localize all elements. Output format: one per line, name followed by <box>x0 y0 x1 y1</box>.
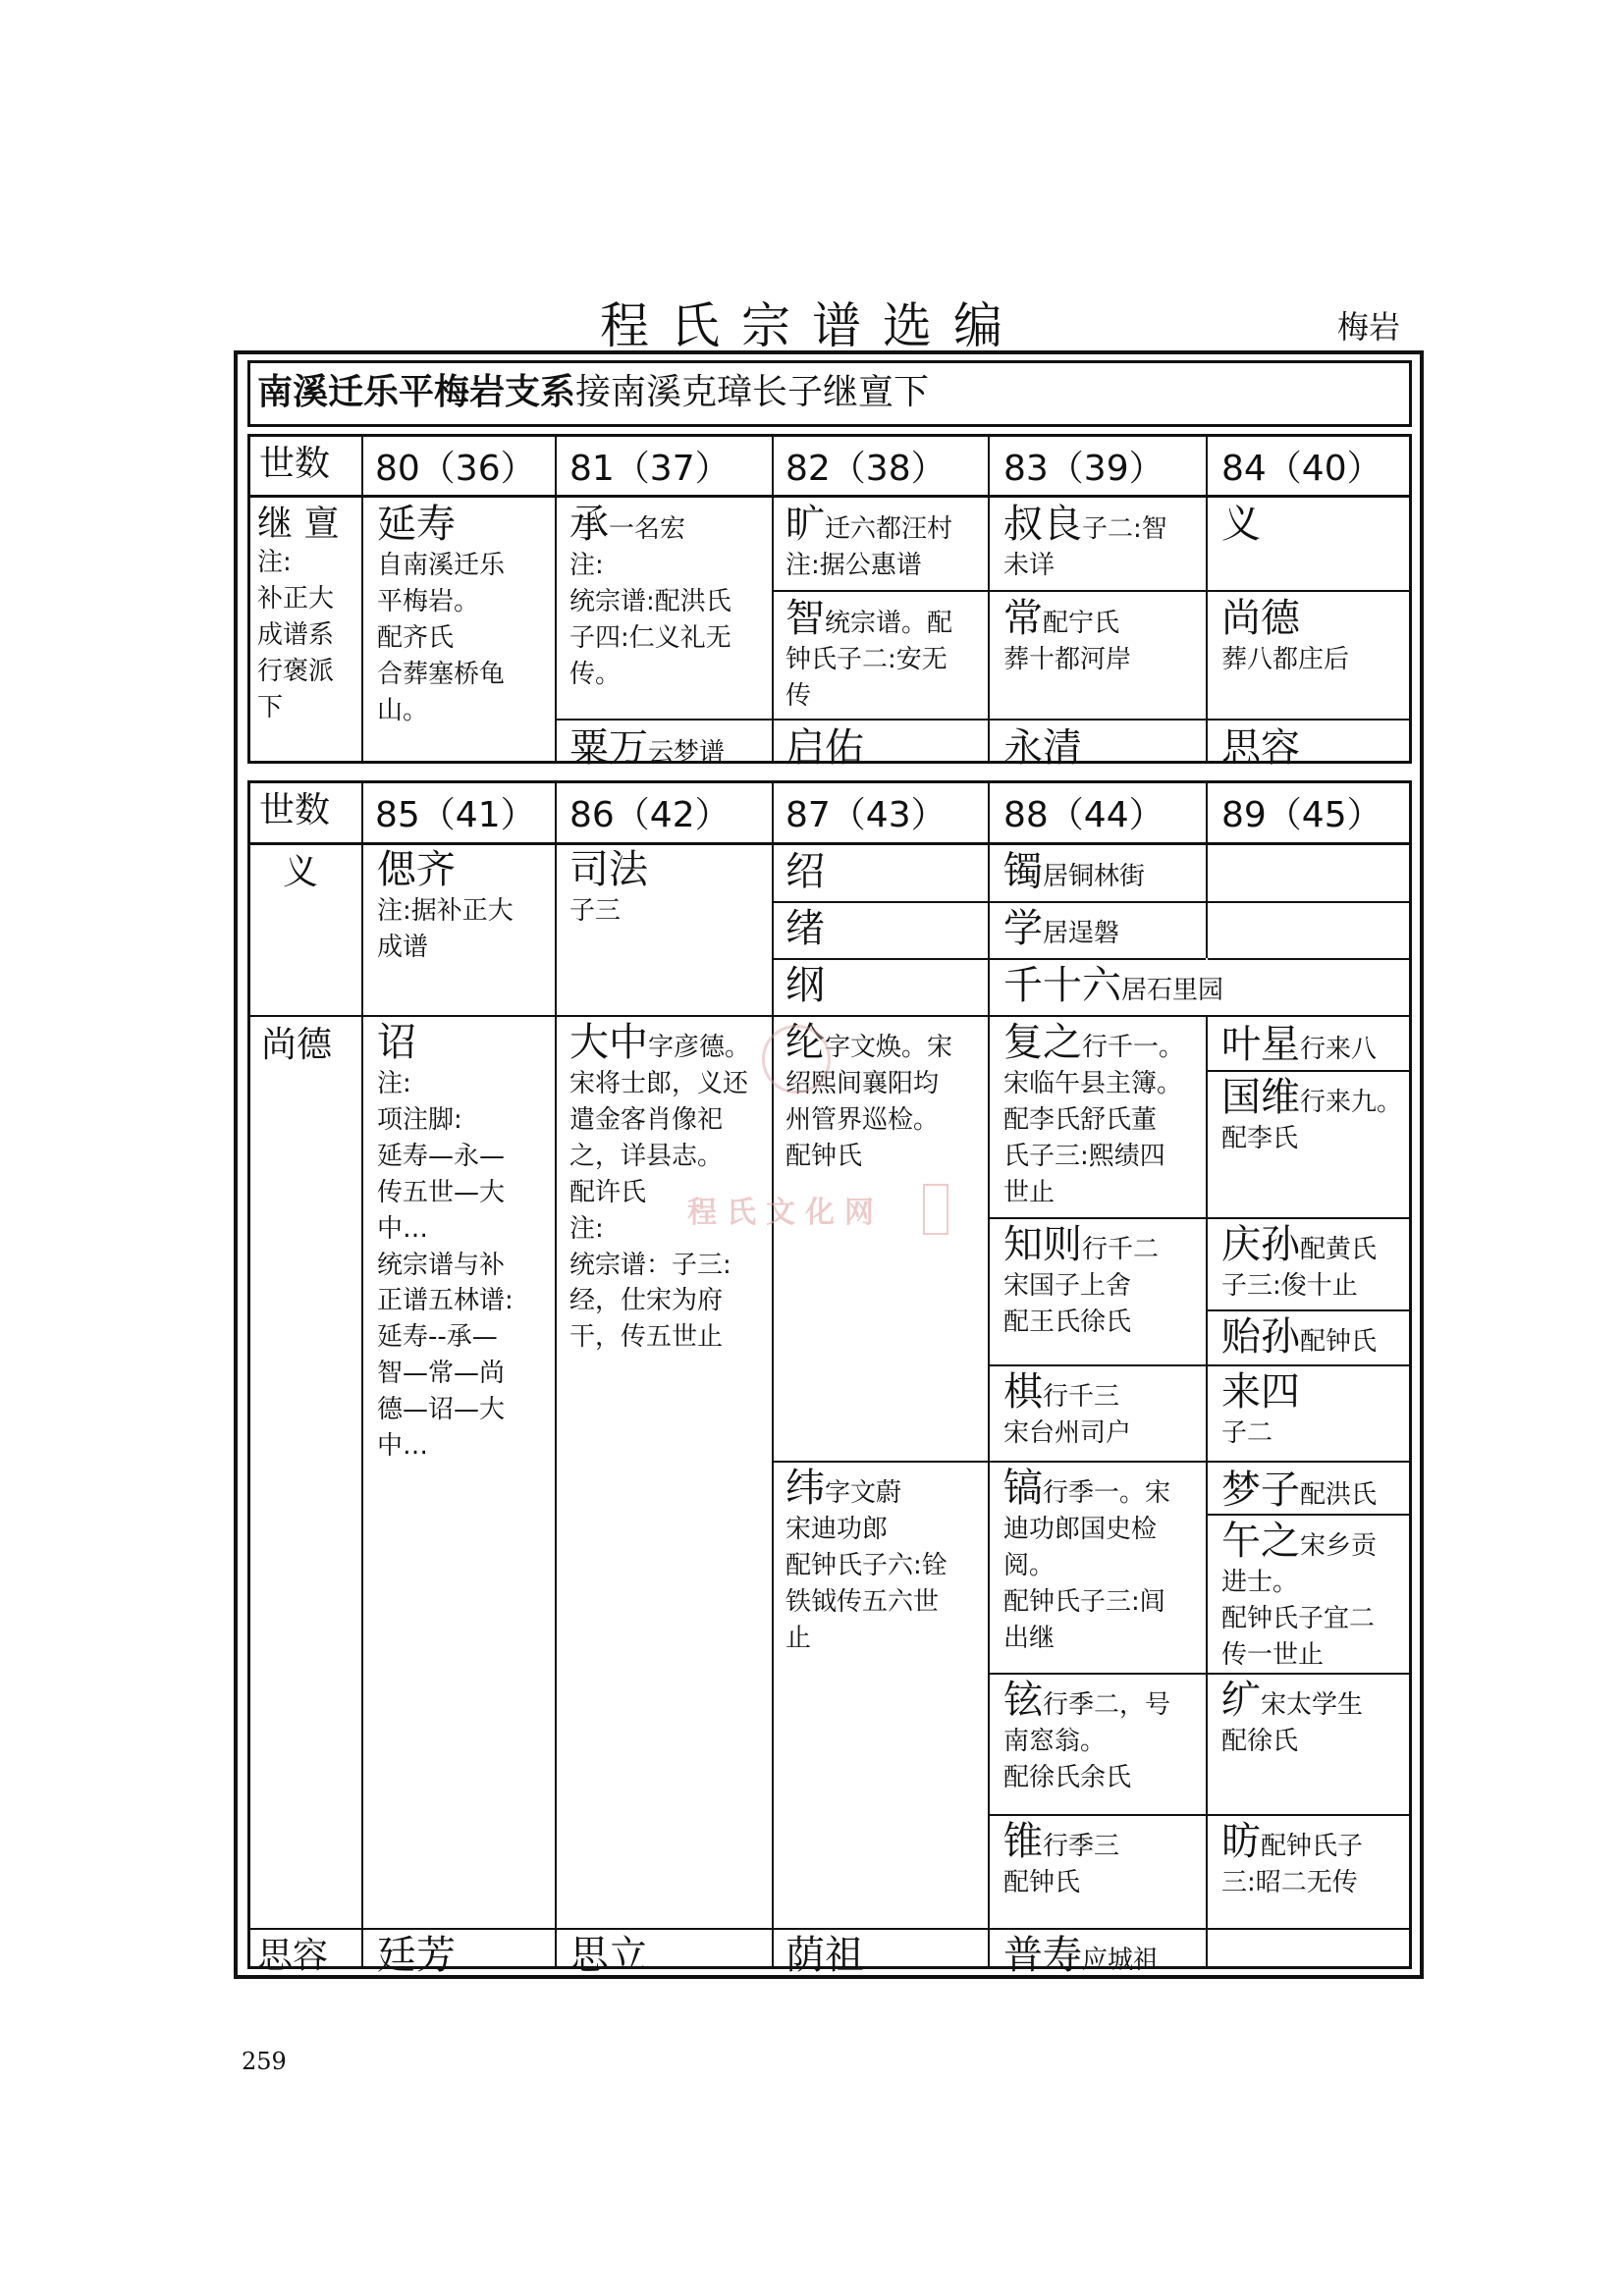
gen-header: 89（45） <box>1221 795 1382 835</box>
person-cell: 粟万云梦谱 <box>569 725 726 771</box>
person-cell: 尚德 葬八都庄后 <box>1221 596 1350 674</box>
ancestor-name: 尚德 <box>261 1025 333 1065</box>
gen-header: 84（40） <box>1221 449 1382 489</box>
gen-header: 87（43） <box>785 795 947 835</box>
person-name: 偲齐 <box>377 847 456 892</box>
person-cell: 来四 子二 <box>1221 1369 1300 1448</box>
person-name: 昉 <box>1221 1819 1261 1864</box>
person-cell: 锥行季三 配钟氏 <box>1003 1819 1120 1897</box>
person-name: 千十六 <box>1003 963 1121 1008</box>
person-cell: 贻孙配钟氏 <box>1221 1314 1378 1360</box>
person-name: 荫祖 <box>785 1933 864 1978</box>
person-name: 锥 <box>1003 1819 1043 1864</box>
person-name: 大中 <box>569 1020 648 1065</box>
person-name: 来四 <box>1221 1369 1300 1415</box>
person-name: 思容 <box>1221 725 1300 771</box>
person-name: 铉 <box>1003 1678 1043 1723</box>
ancestor-cell: 继 亶 注: 补正大 成谱系 行褒派 下 <box>257 504 340 722</box>
person-name: 复之 <box>1003 1020 1082 1065</box>
watermark-text: 程氏文化网 <box>687 1196 884 1230</box>
person-cell: 偲齐 注:据补正大 成谱 <box>377 847 514 962</box>
person-name: 思立 <box>569 1933 648 1978</box>
person-cell: 学居逞磐 <box>1003 906 1120 951</box>
ancestor-name: 思容 <box>257 1936 329 1976</box>
place-label: 梅岩 <box>1337 308 1401 346</box>
gen-header-label: 世数 <box>259 790 331 830</box>
branch-note: 接南溪克璋长子继亶下 <box>575 372 930 412</box>
person-cell: 镐行季一。宋 迪功郎国史检 阅。 配钟氏子三:闾 出继 <box>1003 1466 1171 1653</box>
person-cell: 国维行来九。 配李氏 <box>1221 1075 1403 1153</box>
gen-header: 81（37） <box>569 449 731 489</box>
person-name: 国维 <box>1221 1075 1300 1120</box>
watermark-stamp-icon <box>923 1184 948 1235</box>
person-name: 绪 <box>785 906 825 951</box>
person-cell: 诏 注: 项注脚: 延寿—永— 传五世—大 中… 统宗谱与补 正谱五林谱: 延寿--承— 智—常—尚 德—诏—大 中… <box>377 1020 514 1462</box>
gen-header: 83（39） <box>1003 449 1164 489</box>
gen-header: 85（41） <box>375 795 536 835</box>
page-number: 259 <box>242 2048 287 2075</box>
person-name: 尚德 <box>1221 596 1300 641</box>
person-cell: 午之宋乡贡 进士。 配钟氏子宜二 传一世止 <box>1221 1519 1378 1670</box>
person-cell: 大中字彦德。 宋将士郎，义还 遣金客肖像祀 之，详县志。 配许氏 注: 统宗谱：子三: 经，仕宋为府 干，传五世止 <box>569 1020 751 1353</box>
person-cell: 承一名宏 注: 统宗谱:配洪氏 子四:仁义礼无 传。 <box>569 502 731 689</box>
gen-header: 82（38） <box>785 449 947 489</box>
person-name: 智 <box>785 596 825 641</box>
person-name: 绍 <box>785 849 825 894</box>
person-cell: 纶字文焕。宋 绍熙间襄阳均 州管界巡检。 配钟氏 <box>785 1020 953 1171</box>
gen-header: 80（36） <box>375 449 536 489</box>
person-name: 旷 <box>785 502 825 547</box>
person-cell: 纬字文蔚 宋迪功郎 配钟氏子六:铨 铁钺传五六世 止 <box>785 1466 947 1653</box>
gen-header-label: 世数 <box>259 444 331 484</box>
person-name: 承 <box>569 502 609 547</box>
person-cell: 庆孙配黄氏 子三:俊十止 <box>1221 1222 1378 1301</box>
person-name: 棋 <box>1003 1369 1043 1415</box>
person-name: 梦子 <box>1221 1468 1300 1513</box>
person-cell: 镯居铜林街 <box>1003 849 1146 894</box>
person-cell: 知则行千二 宋国子上舍 配王氏徐氏 <box>1003 1222 1160 1337</box>
person-name: 纲 <box>785 963 825 1008</box>
page-title: 程氏宗谱选编 <box>600 297 1024 354</box>
person-name: 永清 <box>1003 725 1082 771</box>
person-name: 诏 <box>377 1020 416 1065</box>
gen-header: 88（44） <box>1003 795 1164 835</box>
person-name: 纬 <box>785 1466 825 1511</box>
person-cell: 梦子配洪氏 <box>1221 1468 1378 1513</box>
person-name: 学 <box>1003 906 1043 951</box>
person-name: 纶 <box>785 1020 825 1065</box>
person-name: 知则 <box>1003 1222 1082 1267</box>
person-cell: 叶星行来八 <box>1221 1022 1378 1067</box>
gen-header: 86（42） <box>569 795 731 835</box>
person-cell: 纩宋太学生 配徐氏 <box>1221 1678 1364 1756</box>
person-name: 常 <box>1003 596 1043 641</box>
person-cell: 延寿 自南溪迁乐 平梅岩。 配齐氏 合葬塞桥龟 山。 <box>377 502 506 725</box>
person-cell: 常配宁氏 葬十都河岸 <box>1003 596 1132 674</box>
person-name: 廷芳 <box>377 1933 456 1978</box>
person-name: 延寿 <box>377 502 456 547</box>
branch-name: 南溪迁乐平梅岩支系 <box>257 372 576 412</box>
person-name: 叶星 <box>1221 1022 1300 1067</box>
person-name: 叔良 <box>1003 502 1082 547</box>
person-cell: 旷迁六都汪村 注:据公惠谱 <box>785 502 953 580</box>
person-cell: 司法 子三 <box>569 847 648 926</box>
person-cell: 智统宗谱。配 钟氏子二:安无 传 <box>785 596 953 711</box>
person-name: 普寿 <box>1003 1933 1082 1978</box>
person-name: 义 <box>1221 502 1261 547</box>
person-cell: 普寿应城祖 <box>1003 1933 1160 1978</box>
person-cell: 千十六居石里园 <box>1003 963 1224 1008</box>
person-cell: 复之行千一。 宋临午县主簿。 配李氏舒氏董 氏子三:熙绩四 世止 <box>1003 1020 1185 1207</box>
person-name: 司法 <box>569 847 648 892</box>
person-cell: 棋行千三 宋台州司户 <box>1003 1369 1132 1448</box>
person-name: 镐 <box>1003 1466 1043 1511</box>
person-name: 纩 <box>1221 1678 1261 1723</box>
person-cell: 昉配钟氏子 三:昭二无传 <box>1221 1819 1364 1897</box>
person-name: 粟万 <box>569 725 648 771</box>
person-cell: 铉行季二，号 南窓翁。 配徐氏余氏 <box>1003 1678 1171 1792</box>
person-name: 镯 <box>1003 849 1043 894</box>
watermark-seal-icon <box>762 1025 831 1094</box>
ancestor-name: 义 <box>283 852 319 892</box>
ancestor-name: 继 亶 <box>257 504 340 544</box>
person-name: 庆孙 <box>1221 1222 1300 1267</box>
branch-title <box>257 371 929 413</box>
person-name: 启佑 <box>785 725 864 771</box>
person-name: 贻孙 <box>1221 1314 1300 1360</box>
person-cell: 叔良子二:智 未详 <box>1003 502 1167 580</box>
person-name: 午之 <box>1221 1519 1300 1564</box>
